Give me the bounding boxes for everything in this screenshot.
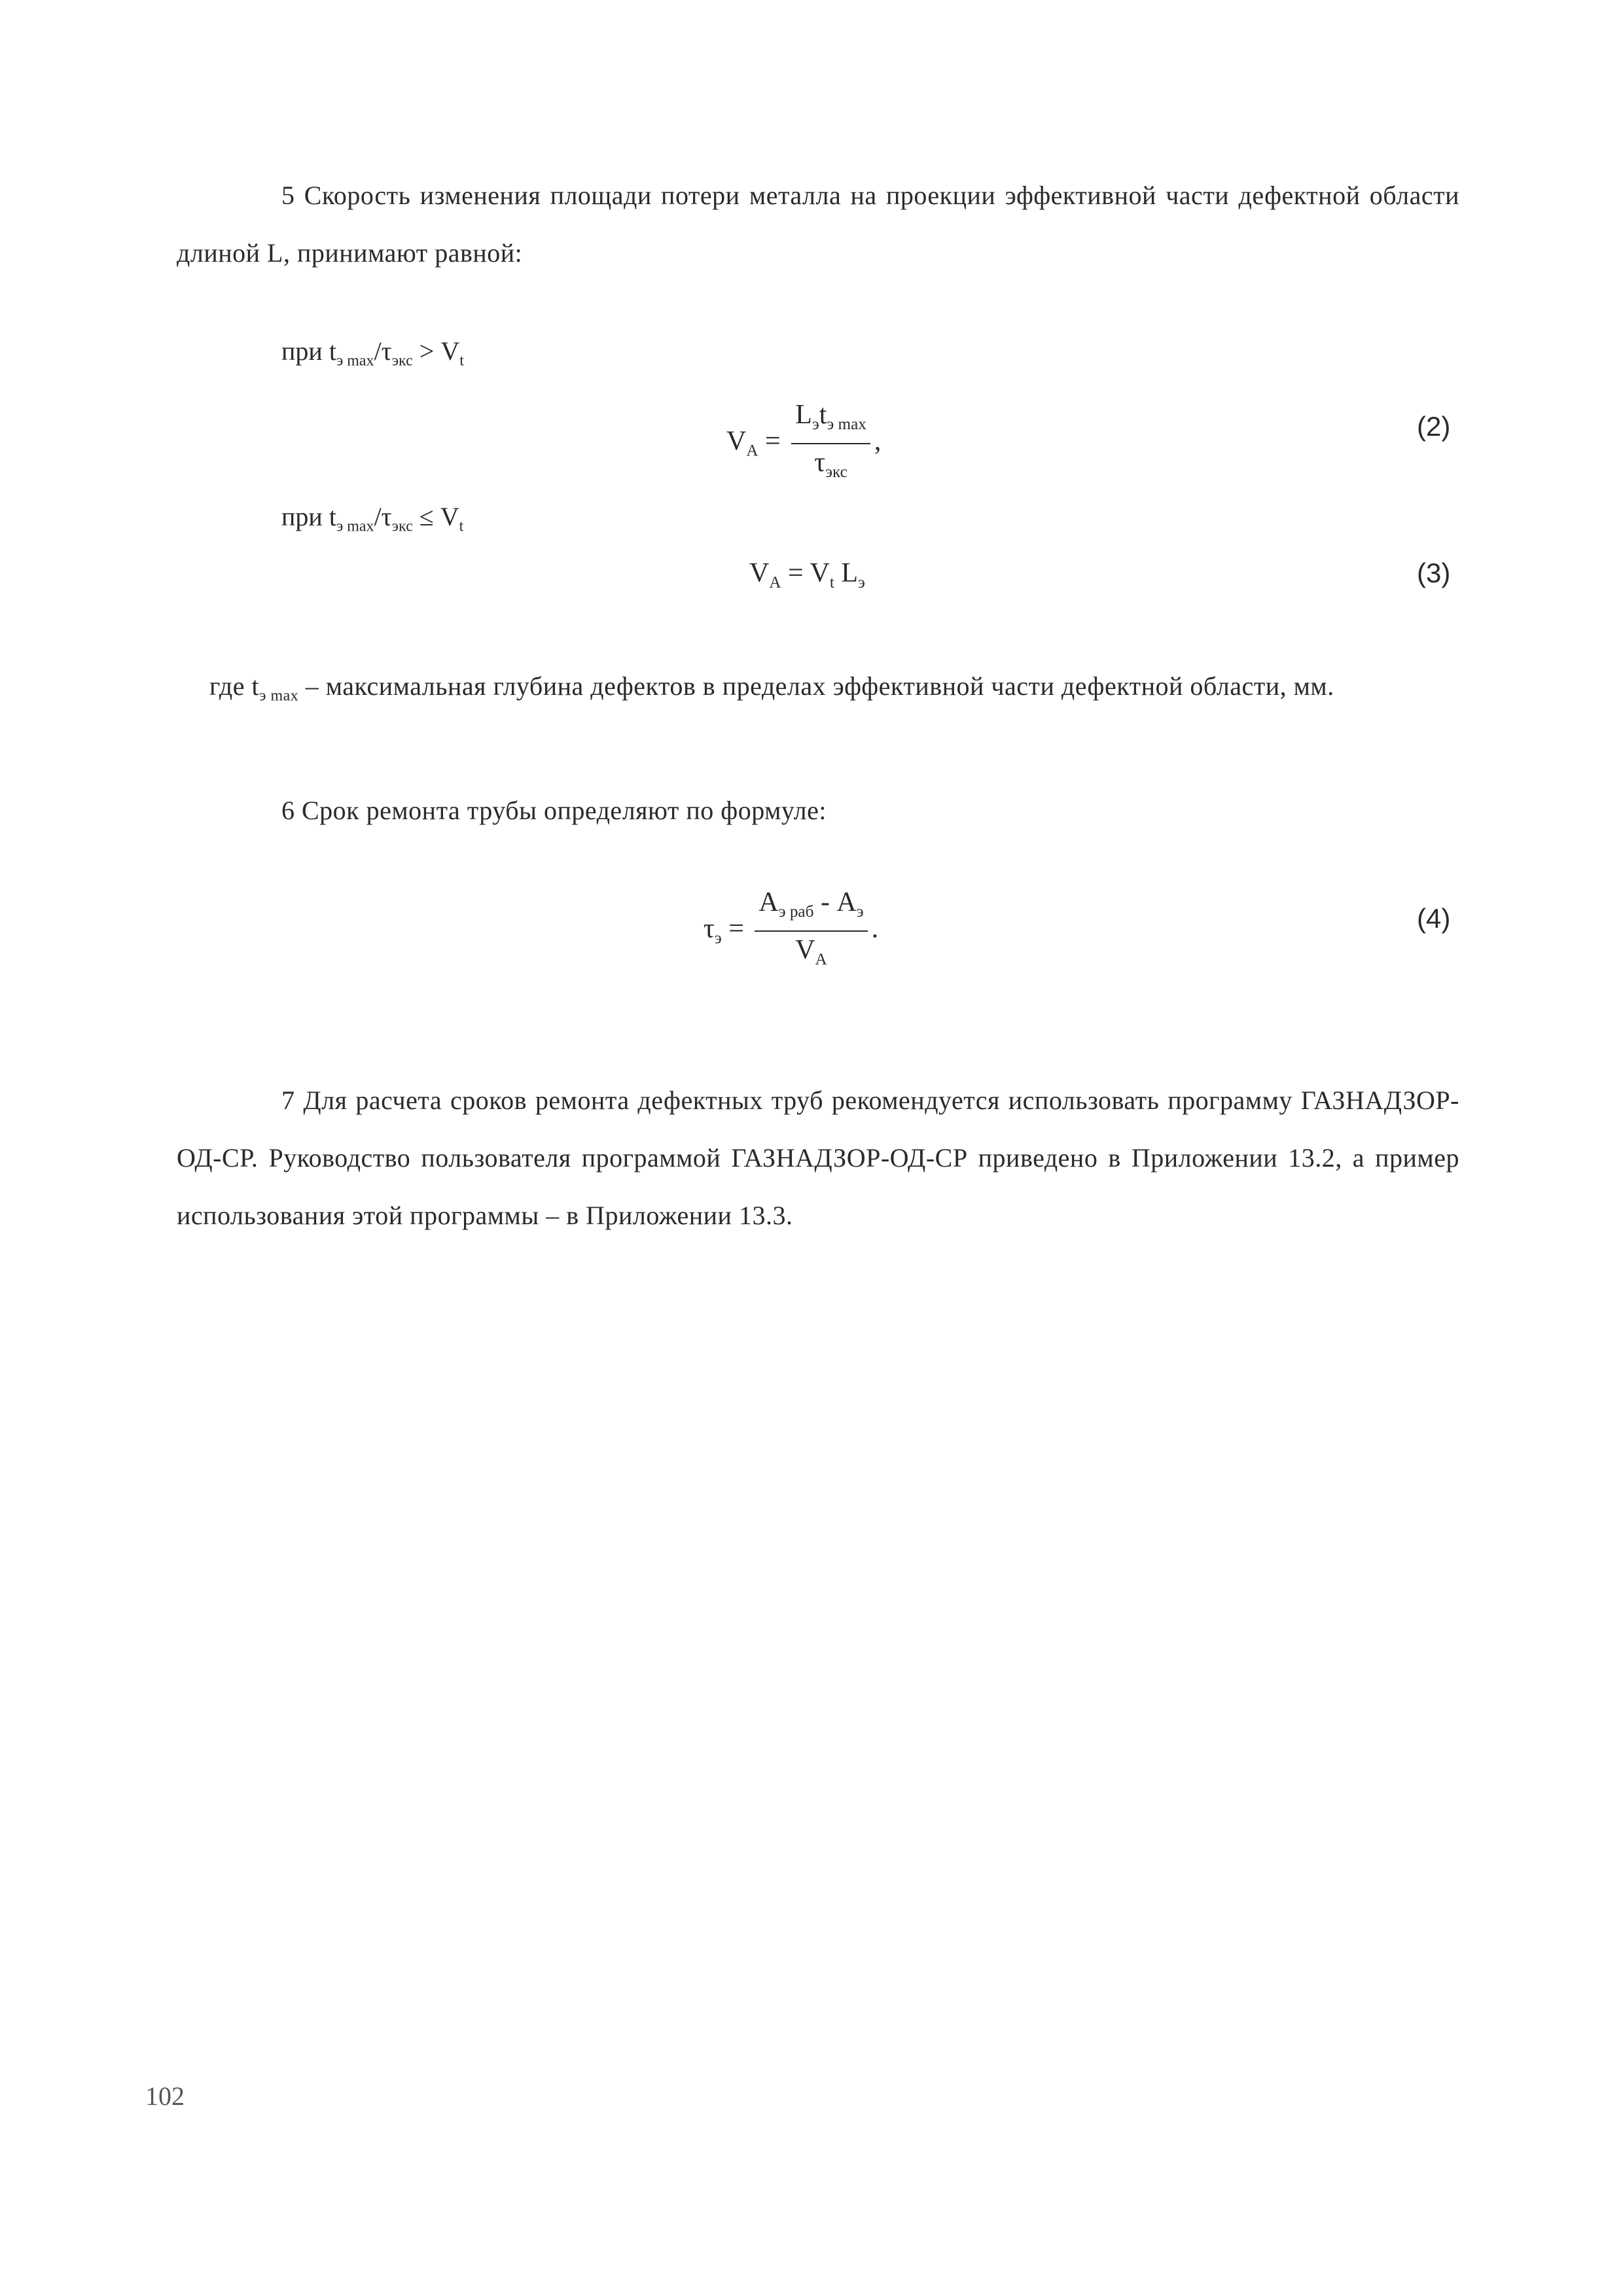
condition-2-prefix: при t bbox=[281, 502, 336, 531]
eq2-equals: = bbox=[758, 426, 788, 457]
condition-2 bbox=[281, 501, 463, 542]
eq4-lhs-sub: э bbox=[714, 929, 722, 947]
definition-paragraph bbox=[177, 658, 1459, 724]
condition-2-sub-exc: экс bbox=[391, 518, 413, 535]
equation-4 bbox=[704, 887, 878, 976]
eq3-rhs-l: L bbox=[834, 558, 858, 588]
eq4-denominator bbox=[791, 932, 831, 976]
eq3-lhs: V bbox=[749, 558, 770, 588]
paragraph-7: 7 Для расчета сроков ремонта дефектных труб рекомендуется использовать программу ГАЗНАДЗОР-ОД-СР. Руководство пользователя программой ГАЗНАДЗОР-ОД-СР приведено в Приложении 13.2, а пример использования этой программы – в Приложении 13.3. bbox=[177, 1086, 1459, 1230]
equation-2-number: (2) bbox=[1417, 411, 1451, 442]
eq4-den-sub: A bbox=[815, 950, 827, 968]
eq4-num-a-sub: э раб bbox=[778, 902, 814, 921]
paragraph-6: 6 Срок ремонта трубы определяют по формуле: bbox=[281, 796, 827, 825]
eq2-den-tau: τ bbox=[814, 447, 826, 478]
eq2-num-t-sub: э max bbox=[827, 415, 866, 433]
eq2-num-t: t bbox=[819, 400, 827, 430]
definition-text: – максимальная глубина дефектов в пределах эффективной части дефектной области, мм. bbox=[298, 671, 1334, 701]
eq3-rhs-v: = V bbox=[781, 558, 830, 588]
condition-1 bbox=[281, 335, 464, 377]
condition-1-sub-exc: экс bbox=[391, 352, 413, 370]
eq4-num-b-sub: э bbox=[856, 902, 864, 921]
condition-1-relation: > V bbox=[412, 336, 460, 366]
equation-3 bbox=[749, 557, 865, 599]
eq2-den-sub: экс bbox=[825, 463, 847, 481]
eq4-tail: . bbox=[871, 913, 879, 944]
condition-2-tau: /τ bbox=[374, 502, 392, 531]
eq2-numerator bbox=[791, 399, 870, 444]
eq4-numerator bbox=[755, 887, 867, 932]
page-number: 102 bbox=[145, 2081, 185, 2111]
eq2-num-L: L bbox=[795, 400, 812, 430]
eq3-rhs-l-sub: э bbox=[857, 573, 865, 592]
eq2-tail: , bbox=[874, 426, 882, 457]
condition-1-sub-tmax: э max bbox=[336, 352, 374, 370]
condition-2-relation: ≤ V bbox=[412, 502, 459, 531]
eq2-num-L-sub: э bbox=[812, 415, 819, 433]
condition-1-tau: /τ bbox=[374, 336, 392, 366]
equation-2 bbox=[726, 399, 881, 488]
paragraph-5: 5 Скорость изменения площади потери металла на проекции эффективной части дефектной области длиной L, принимают равной: bbox=[177, 181, 1459, 268]
eq2-lhs: V bbox=[726, 426, 747, 457]
eq4-den-v: V bbox=[795, 934, 815, 965]
definition-sub: э max bbox=[259, 687, 299, 705]
eq4-fraction bbox=[755, 887, 867, 976]
eq4-num-op: - A bbox=[813, 887, 857, 917]
eq4-num-a: A bbox=[758, 887, 779, 917]
condition-2-sub-t: t bbox=[459, 518, 464, 535]
eq4-equals: = bbox=[721, 913, 751, 944]
eq3-rhs-v-sub: t bbox=[829, 573, 834, 592]
equation-3-number: (3) bbox=[1417, 557, 1451, 588]
condition-1-sub-t: t bbox=[459, 352, 464, 370]
eq2-denominator bbox=[810, 444, 851, 488]
equation-4-number: (4) bbox=[1417, 903, 1451, 934]
eq2-lhs-sub: A bbox=[746, 442, 758, 460]
eq4-lhs: τ bbox=[704, 913, 715, 944]
definition-prefix: где t bbox=[209, 671, 260, 701]
eq3-lhs-sub: A bbox=[769, 573, 781, 592]
eq2-fraction bbox=[791, 399, 870, 488]
condition-2-sub-tmax: э max bbox=[336, 518, 374, 535]
condition-1-prefix: при t bbox=[281, 336, 336, 366]
